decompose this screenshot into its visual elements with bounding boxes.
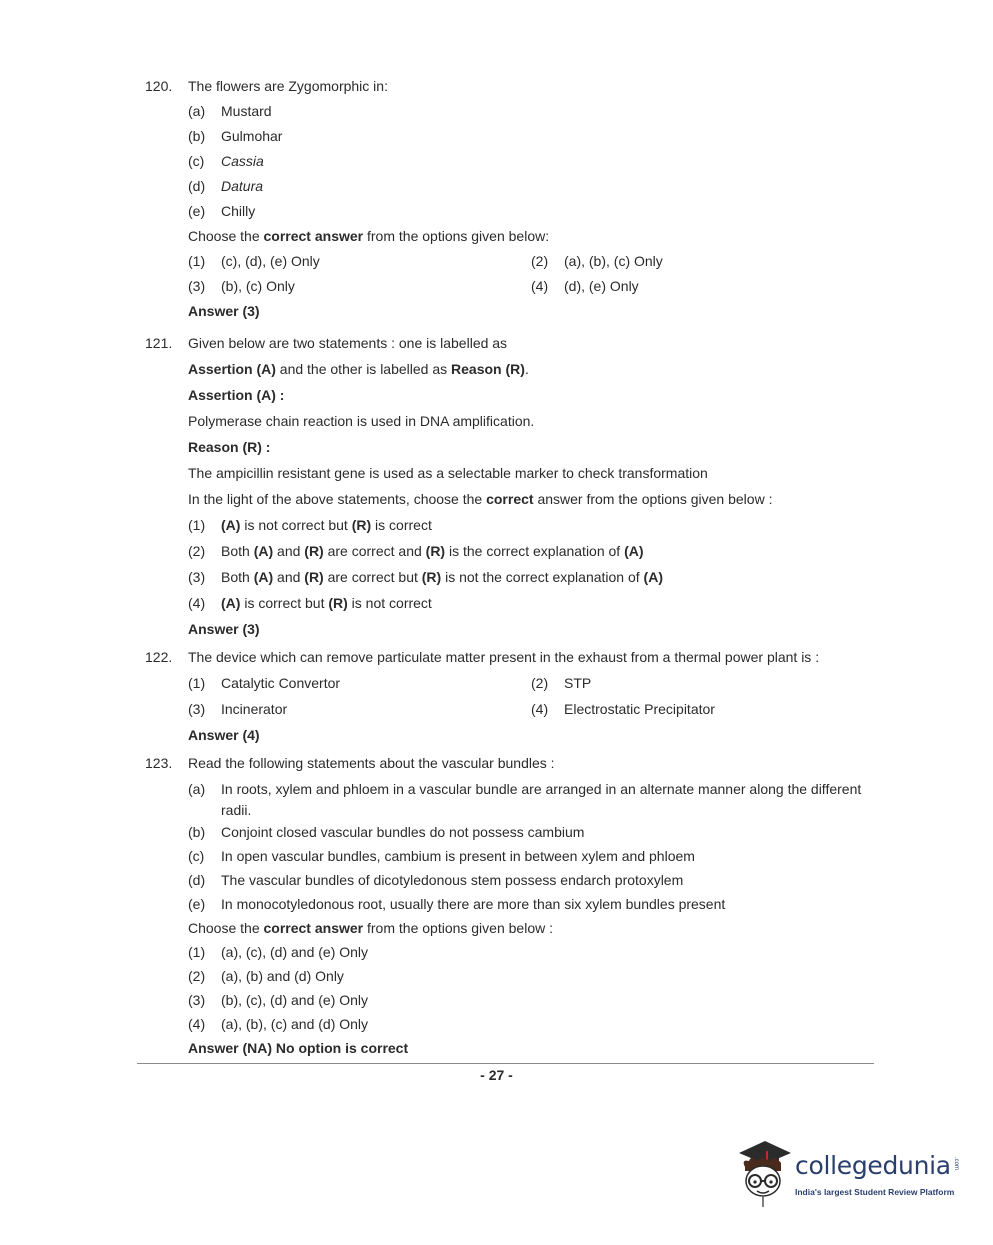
- list-item: [188, 779, 875, 824]
- options-grid: [188, 253, 880, 303]
- brand-domain: .com: [953, 1157, 959, 1171]
- option-label: (4): [531, 701, 549, 717]
- answer: Answer (3): [188, 621, 260, 637]
- option-text: [221, 569, 663, 585]
- instruction-text: Choose the: [188, 920, 264, 936]
- option-text: STP: [564, 675, 592, 691]
- list-item: [188, 872, 875, 896]
- option-label: (1): [188, 944, 206, 960]
- option-bold: (A): [253, 543, 274, 559]
- option: [531, 253, 880, 278]
- instruction-bold: correct answer: [263, 920, 364, 936]
- item-label: (b): [188, 128, 206, 144]
- mascot-icon: [735, 1137, 795, 1207]
- option-bold: (R): [304, 569, 324, 585]
- option-bold: (A): [624, 543, 644, 559]
- option-text: (d), (e) Only: [564, 278, 639, 294]
- option-label: (1): [188, 253, 206, 269]
- list-item: [188, 848, 875, 872]
- instruction-bold: correct: [486, 491, 534, 507]
- item-text: Mustard: [221, 103, 272, 119]
- option-fragment: are correct and: [323, 543, 426, 559]
- assertion-label: Assertion (A): [188, 361, 276, 377]
- option-label: (4): [188, 595, 206, 611]
- option-fragment: and: [273, 569, 305, 585]
- question-text: The device which can remove particulate matter present in the exhaust from a thermal power plant is :: [188, 649, 820, 665]
- item-text: Chilly: [221, 203, 256, 219]
- option-label: (3): [188, 569, 206, 585]
- item-label: (d): [188, 178, 206, 194]
- item-text: In roots, xylem and phloem in a vascular bundle are arranged in an alternate manner along the different radii.: [221, 781, 862, 818]
- option-bold: (R): [304, 543, 324, 559]
- option-text: [221, 543, 644, 559]
- instruction-text: from the options given below:: [363, 228, 550, 244]
- option-fragment: is correct but: [240, 595, 329, 611]
- option-label: (4): [188, 1016, 206, 1032]
- list-item: [188, 103, 880, 128]
- option-bold: (R): [351, 517, 372, 533]
- option: [188, 517, 880, 543]
- option: [188, 569, 880, 595]
- assertion-text: Polymerase chain reaction is used in DNA amplification.: [188, 413, 535, 429]
- option-fragment: Both: [221, 543, 254, 559]
- item-label: (e): [188, 896, 206, 912]
- instruction: [188, 228, 880, 253]
- item-label: (c): [188, 153, 205, 169]
- option-text: (a), (c), (d) and (e) Only: [221, 944, 369, 960]
- option-text: (c), (d), (e) Only: [221, 253, 320, 269]
- question-number: 123.: [145, 755, 173, 771]
- instruction-text: from the options given below :: [363, 920, 553, 936]
- question-text: Given below are two statements : one is labelled as: [188, 335, 508, 351]
- option-text: [221, 517, 432, 533]
- item-text: Conjoint closed vascular bundles do not possess cambium: [221, 824, 585, 840]
- option-bold: (R): [425, 543, 446, 559]
- option-bold: (A): [221, 517, 241, 533]
- question-number: 121.: [145, 335, 173, 351]
- option-bold: (R): [328, 595, 348, 611]
- option-fragment: Both: [221, 569, 254, 585]
- option-fragment: is not the correct explanation of: [441, 569, 644, 585]
- option-bold: (A): [221, 595, 241, 611]
- instruction-text: answer from the options given below :: [533, 491, 773, 507]
- option-bold: (A): [253, 569, 274, 585]
- item-text: The vascular bundles of dicotyledonous stem possess endarch protoxylem: [221, 872, 684, 888]
- option-fragment: is not correct but: [240, 517, 352, 533]
- option: [188, 253, 531, 278]
- option-text: Catalytic Convertor: [221, 675, 341, 691]
- option-text: (b), (c), (d) and (e) Only: [221, 992, 369, 1008]
- brand-tagline: India's largest Student Review Platform: [795, 1187, 955, 1197]
- option-text: [221, 595, 432, 611]
- item-label: (e): [188, 203, 206, 219]
- option: [531, 675, 880, 701]
- intro-text: .: [524, 361, 529, 377]
- page-number: - 27 -: [480, 1067, 513, 1083]
- answer: Answer (4): [188, 727, 260, 743]
- option-fragment: and: [273, 543, 305, 559]
- instruction-text: Choose the: [188, 228, 264, 244]
- list-item: [188, 153, 880, 178]
- list-item: [188, 128, 880, 153]
- question-122: [145, 649, 880, 753]
- question-number: 120.: [145, 78, 173, 94]
- option-label: (2): [188, 968, 206, 984]
- option-label: (2): [531, 675, 549, 691]
- item-label: (a): [188, 781, 206, 797]
- option-label: (4): [531, 278, 549, 294]
- reason-heading: Reason (R) :: [188, 439, 271, 455]
- option: [188, 543, 880, 569]
- footer-divider: [137, 1063, 874, 1064]
- question-text: The flowers are Zygomorphic in:: [188, 78, 388, 94]
- option-fragment: are correct but: [323, 569, 422, 585]
- brand-name: collegedunia: [795, 1151, 951, 1180]
- assertion-heading: Assertion (A) :: [188, 387, 285, 403]
- instruction: [188, 920, 875, 944]
- option-bold: (R): [421, 569, 442, 585]
- option: [188, 278, 531, 303]
- option-label: (3): [188, 701, 206, 717]
- option: [531, 278, 880, 303]
- option: [531, 701, 880, 727]
- item-label: (a): [188, 103, 206, 119]
- item-text: Gulmohar: [221, 128, 283, 144]
- option-label: (1): [188, 517, 206, 533]
- option: [188, 968, 875, 992]
- item-text: Datura: [221, 178, 264, 194]
- item-text: Cassia: [221, 153, 264, 169]
- list-item: [188, 178, 880, 203]
- list-item: [188, 203, 880, 228]
- item-label: (c): [188, 848, 205, 864]
- answer: Answer (NA) No option is correct: [188, 1040, 409, 1056]
- question-121: [145, 335, 880, 647]
- item-text: In open vascular bundles, cambium is present in between xylem and phloem: [221, 848, 695, 864]
- option-fragment: is the correct explanation of: [445, 543, 625, 559]
- option: [188, 992, 875, 1016]
- options-grid: [188, 675, 880, 727]
- reason-text: The ampicillin resistant gene is used as a selectable marker to check transformation: [188, 465, 708, 481]
- question-text: Read the following statements about the vascular bundles :: [188, 755, 555, 771]
- option: [188, 675, 531, 701]
- option-label: (2): [531, 253, 549, 269]
- option-fragment: is correct: [371, 517, 432, 533]
- option-label: (3): [188, 992, 206, 1008]
- option: [188, 595, 880, 621]
- option: [188, 1016, 875, 1040]
- list-item: [188, 824, 875, 848]
- option-text: Electrostatic Precipitator: [564, 701, 715, 717]
- option: [188, 701, 531, 727]
- option-label: (2): [188, 543, 206, 559]
- instruction-bold: correct answer: [263, 228, 364, 244]
- option-text: (b), (c) Only: [221, 278, 295, 294]
- option-bold: (A): [643, 569, 663, 585]
- question-number: 122.: [145, 649, 173, 665]
- option-label: (3): [188, 278, 206, 294]
- instruction: [188, 491, 880, 517]
- question-123: [145, 755, 875, 1064]
- item-label: (b): [188, 824, 206, 840]
- item-text: In monocotyledonous root, usually there are more than six xylem bundles present: [221, 896, 726, 912]
- option: [188, 944, 875, 968]
- option-text: (a), (b), (c) and (d) Only: [221, 1016, 369, 1032]
- item-label: (d): [188, 872, 206, 888]
- option-text: Incinerator: [221, 701, 288, 717]
- answer: Answer (3): [188, 303, 260, 319]
- option-label: (1): [188, 675, 206, 691]
- option-text: (a), (b) and (d) Only: [221, 968, 344, 984]
- reason-label: Reason (R): [451, 361, 525, 377]
- question-120: [145, 78, 880, 328]
- instruction-text: In the light of the above statements, choose the: [188, 491, 487, 507]
- list-item: [188, 896, 875, 920]
- statement-intro: [188, 361, 880, 387]
- option-fragment: is not correct: [347, 595, 432, 611]
- collegedunia-logo: [735, 1137, 965, 1207]
- option-text: (a), (b), (c) Only: [564, 253, 663, 269]
- intro-text: and the other is labelled as: [275, 361, 452, 377]
